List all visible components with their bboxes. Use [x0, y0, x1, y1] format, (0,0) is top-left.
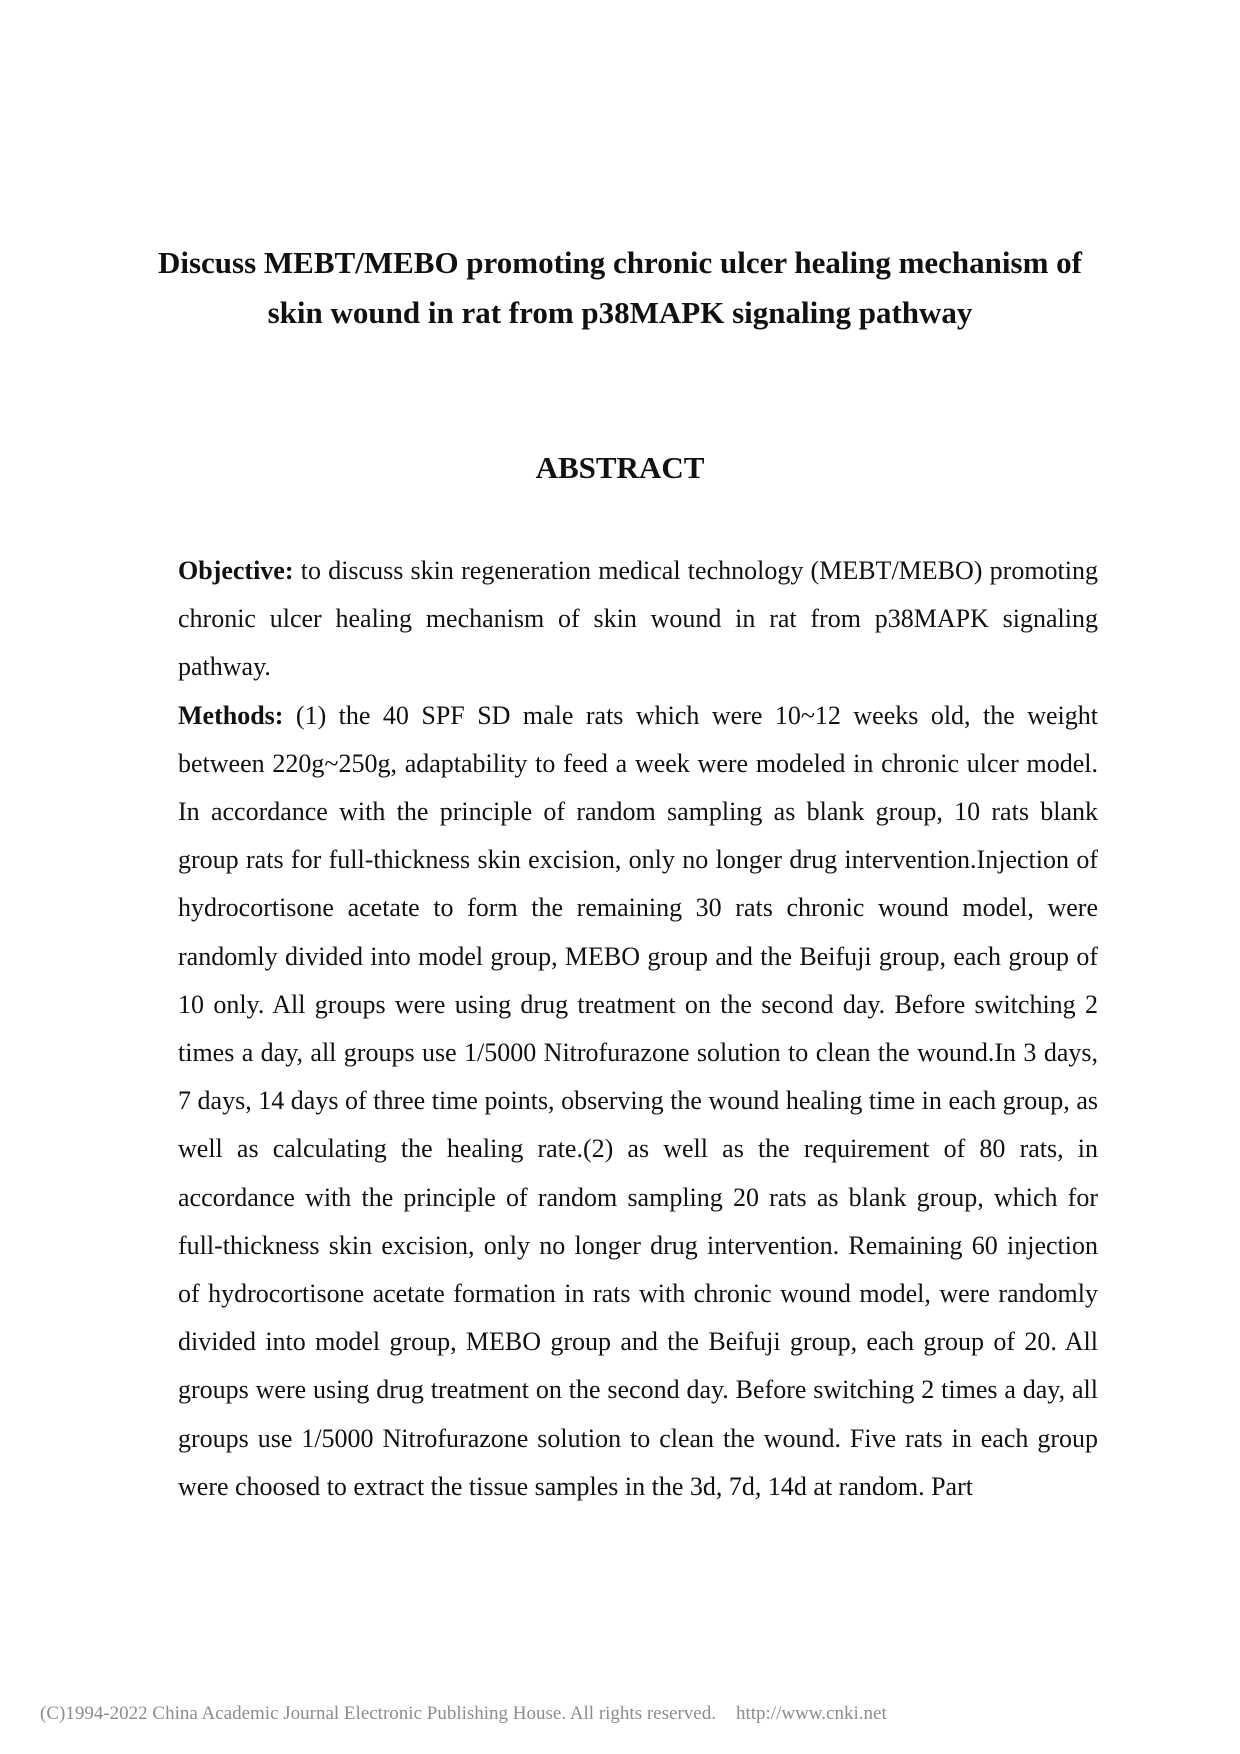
methods-label: Methods: [178, 700, 284, 730]
objective-label: Objective: [178, 556, 294, 585]
objective-paragraph [178, 547, 1098, 692]
paper-title: Discuss MEBT/MEBO promoting chronic ulcer healing mechanism of skin wound in rat from p38MAPK signaling pathway [157, 245, 1082, 330]
methods-paragraph [178, 692, 1098, 1511]
footer-link[interactable]: http://www.cnki.net [735, 1703, 887, 1724]
copyright-notice: (C)1994-2022 China Academic Journal Electronic Publishing House. All rights reserved. [40, 1703, 716, 1724]
abstract-body [178, 547, 1098, 1511]
abstract-heading: ABSTRACT [535, 450, 705, 485]
methods-text: (1) the 40 SPF SD male rats which were 10~12 weeks old, the weight between 220g~250g, adaptability to feed a week were modeled in chronic ulcer model. In accordance with the principle of random sampling as blank group, 10 rats blank group rats for full-thickness skin excision, only no longer drug intervention.Injection of hydrocortisone acetate to form the remaining 30 rats chronic wound model, were randomly divided into model group, MEBO group and the Beifuji group, each group of 10 only. All groups were using drug treatment on the second day. Before switching 2 times a day, all groups use 1/5000 Nitrofurazone solution to clean the wound.In 3 days, 7 days, 14 days of three time points, observing the wound healing time in each group, as well as calculating the healing rate.(2) as well as the requirement of 80 rats, in accordance with the principle of random sampling 20 rats as blank group, which for full-thickness skin excision, only no longer drug intervention. Remaining 60 injection of hydrocortisone acetate formation in rats with chronic wound model, were randomly divided into model group, MEBO group and the Beifuji group, each group of 20. All groups were using drug treatment on the second day. Before switching 2 times a day, all groups use 1/5000 Nitrofurazone solution to clean the wound. Five rats in each group were choosed to extract the tissue samples in the 3d, 7d, 14d at random. Part [178, 700, 1098, 1501]
objective-text: to discuss skin regeneration medical technology (MEBT/MEBO) promoting chronic ulcer healing mechanism of skin wound in rat from p38MAPK signaling pathway. [178, 556, 1098, 682]
page-footer [40, 1702, 1220, 1726]
